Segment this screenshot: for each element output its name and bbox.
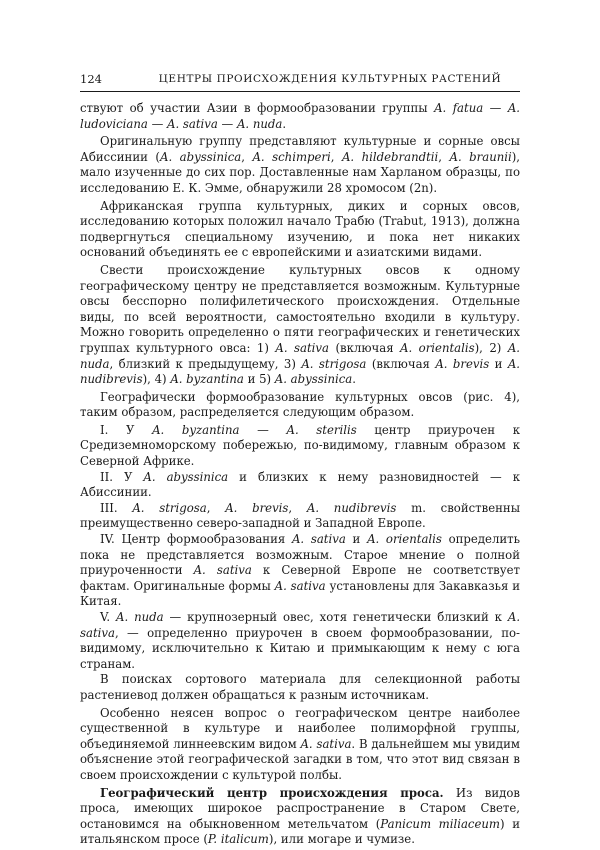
page-number: 124 — [80, 72, 102, 86]
paragraph-geographic-distribution: Географически формообразование культурных овсов (рис. 4), таким образом, распределяется следующим образом. — [80, 389, 520, 420]
paragraph-abyssinian-group: Оригинальную группу представляют культурные и сорные овсы Абиссинии (A. abyssinica, A. schimperi, A. hildebrandtii, A. braunii), мало изученные до сих пор. Доставленные нам Харланом образцы, по исследованию Е. К. Эмме, обнаружили 28 хромосом (2n). — [80, 134, 521, 195]
list-item-iii: III. A. strigosa, A. brevis, A. nudibrevis m. свойственны преимущественно северо-западной и Западной Европе. — [80, 500, 521, 531]
running-title: ЦЕНТРЫ ПРОИСХОЖДЕНИЯ КУЛЬТУРНЫХ РАСТЕНИЙ — [158, 73, 502, 85]
list-item-iv: IV. Центр формообразования A. sativa и A. orientalis определить пока не представляется возможным. Старое мнение о полной приуроченности A. sativa к Северной Европе не соответствует фактам. Оригинальные формы A. sativa установлены для Закавказья и Китая. — [80, 532, 521, 609]
page-header — [80, 70, 520, 88]
paragraph-polyphyletic-origin: Свести происхождение культурных овсов к одному географическому центру не представляется возможным. Культурные овсы бесспорно полифилетического происхождения. Отдельные виды, по всей вероятности, самостоятельно входили в культуру. Можно говорить определенно о пяти географических и генетических группах культурного овса: 1) A. sativa (включая A. orientalis), 2) A. nuda, близкий к предыдущему, 3) A. strigosa (включая A. brevis и A. nudibrevis), 4) A. byzantina и 5) A. abyssinica. — [80, 262, 521, 387]
paragraph-breeding-sources: В поисках сортового материала для селекционной работы растениевод должен обращаться к разным источникам. — [80, 672, 520, 702]
header-rule — [80, 91, 520, 92]
list-item-v: V. A. nuda — крупнозерный овес, хотя генетически близкий к A. sativa, — определенно приурочен в своем формообразовании, по-видимому, исключительно к Китаю и примыкающим к нему с юга странам. — [80, 610, 521, 671]
list-item-i: I. У A. byzantina — A. sterilis центр приурочен к Средиземноморскому побережью, по-видимому, главным образом к Северной Африке. — [80, 422, 520, 469]
paragraph-sativa-puzzle: Особенно неясен вопрос о географическом центре наиболее существенной в культуре и наиболее полиморфной группы, объединяемой линнеевским видом A. sativa. В дальнейшем мы увидим объяснение этой географической загадки в том, что этот вид связан в своем происхождении с культурой полбы. — [80, 705, 521, 782]
list-item-ii: II. У A. abyssinica и близких к нему разновидностей — к Абиссинии. — [80, 469, 521, 500]
paragraph-millet-center: Географический центр происхождения проса. Из видов проса, имеющих широкое распространение в Старом Свете, остановимся на обыкновенном метельчатом (Panicum miliaceum) и итальянском просе (P. italicum), или могаре и чумизе. — [80, 785, 521, 847]
paragraph-african-group: Африканская группа культурных, диких и сорных овсов, исследованию которых положил начало Трабю (Trabut, 1913), должна подвергнуться специальному изучению, и пока нет никаких оснований объединять ее с европейскими и азиатскими видами. — [80, 198, 520, 260]
paragraph-continuation: ствуют об участии Азии в формообразовании группы A. fatua — A. ludoviciana — A. sativa — A. nuda. — [80, 101, 520, 131]
body-text — [80, 101, 520, 850]
